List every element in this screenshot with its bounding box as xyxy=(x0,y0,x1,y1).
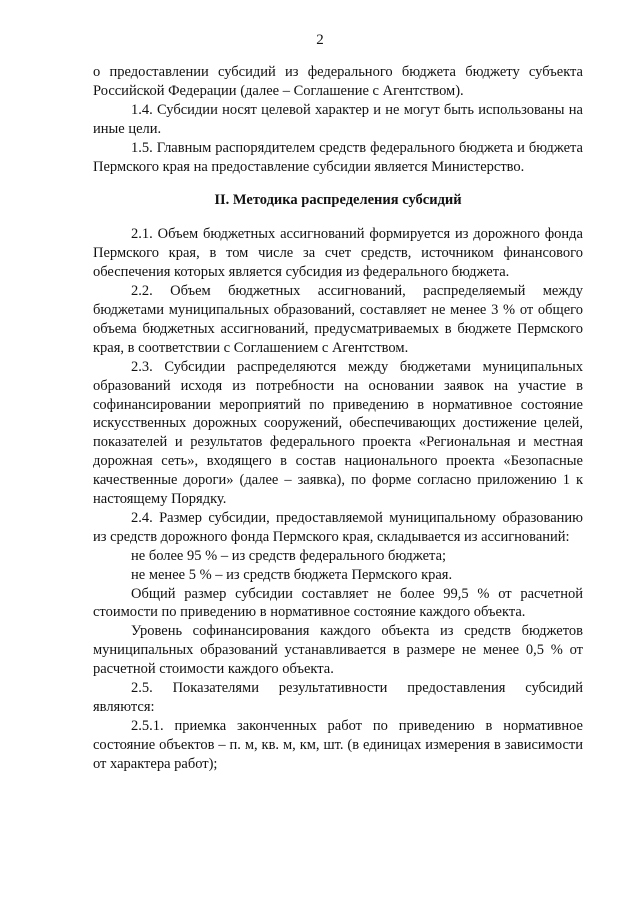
paragraph-2-4: 2.4. Размер субсидии, предоставляемой муниципальному образованию из средств дорожного фонда Пермского края, складывается из ассигнований: xyxy=(93,509,583,545)
section-heading: II. Методика распределения субсидий xyxy=(214,192,462,209)
paragraph-1-4: 1.4. Субсидии носят целевой характер и не могут быть использованы на иные цели. xyxy=(93,101,583,137)
paragraph-cofinancing: Уровень софинансирования каждого объекта из средств бюджетов муниципальных образований устанавливается в размере не менее 0,5 % от расчетной стоимости каждого объекта. xyxy=(93,623,583,678)
page-number: 2 xyxy=(316,32,324,48)
paragraph-2-3: 2.3. Субсидии распределяются между бюджетами муниципальных образований исходя из потребности на основании заявок на участие в софинансировании мероприятий по приведению в нормативное состояние искусственных дорожных сооружений, обеспечивающих достижение целей, показателей и результатов федерального проекта «Региональная и местная дорожная сеть», входящего в состав национального проекта «Безопасные качественные дороги» (далее – заявка), по форме согласно приложению 1 к настоящему Порядку. xyxy=(93,358,583,508)
paragraph-2-5-1: 2.5.1. приемка законченных работ по приведению в нормативное состояние объектов – п. м, кв. м, км, шт. (в единицах измерения в зависимости от характера работ); xyxy=(93,717,583,772)
paragraph-total-subsidy: Общий размер субсидии составляет не более 99,5 % от расчетной стоимости по приведению в нормативное состояние каждого объекта. xyxy=(93,585,583,621)
paragraph-2-2: 2.2. Объем бюджетных ассигнований, распределяемый между бюджетами муниципальных образований, составляет не менее 3 % от общего объема бюджетных ассигнований, предусматриваемых в бюджете Пермского края, в соответствии с Соглашением с Агентством. xyxy=(93,283,583,356)
paragraph-continuation: о предоставлении субсидий из федерального бюджета бюджету субъекта Российской Федерации (далее – Соглашение с Агентством). xyxy=(93,64,583,99)
paragraph-1-5: 1.5. Главным распорядителем средств федерального бюджета и бюджета Пермского края на предоставление субсидии является Министерство. xyxy=(93,139,583,175)
paragraph-2-5: 2.5. Показателями результативности предоставления субсидий являются: xyxy=(93,680,583,715)
document-body xyxy=(93,63,583,774)
paragraph-2-1: 2.1. Объем бюджетных ассигнований формируется из дорожного фонда Пермского края, в том числе за счет средств, источником финансового обеспечения которых является субсидия из федерального бюджета. xyxy=(93,226,583,281)
list-item: не менее 5 % – из средств бюджета Пермского края. xyxy=(131,566,453,583)
list-item: не более 95 % – из средств федерального бюджета; xyxy=(131,547,447,564)
